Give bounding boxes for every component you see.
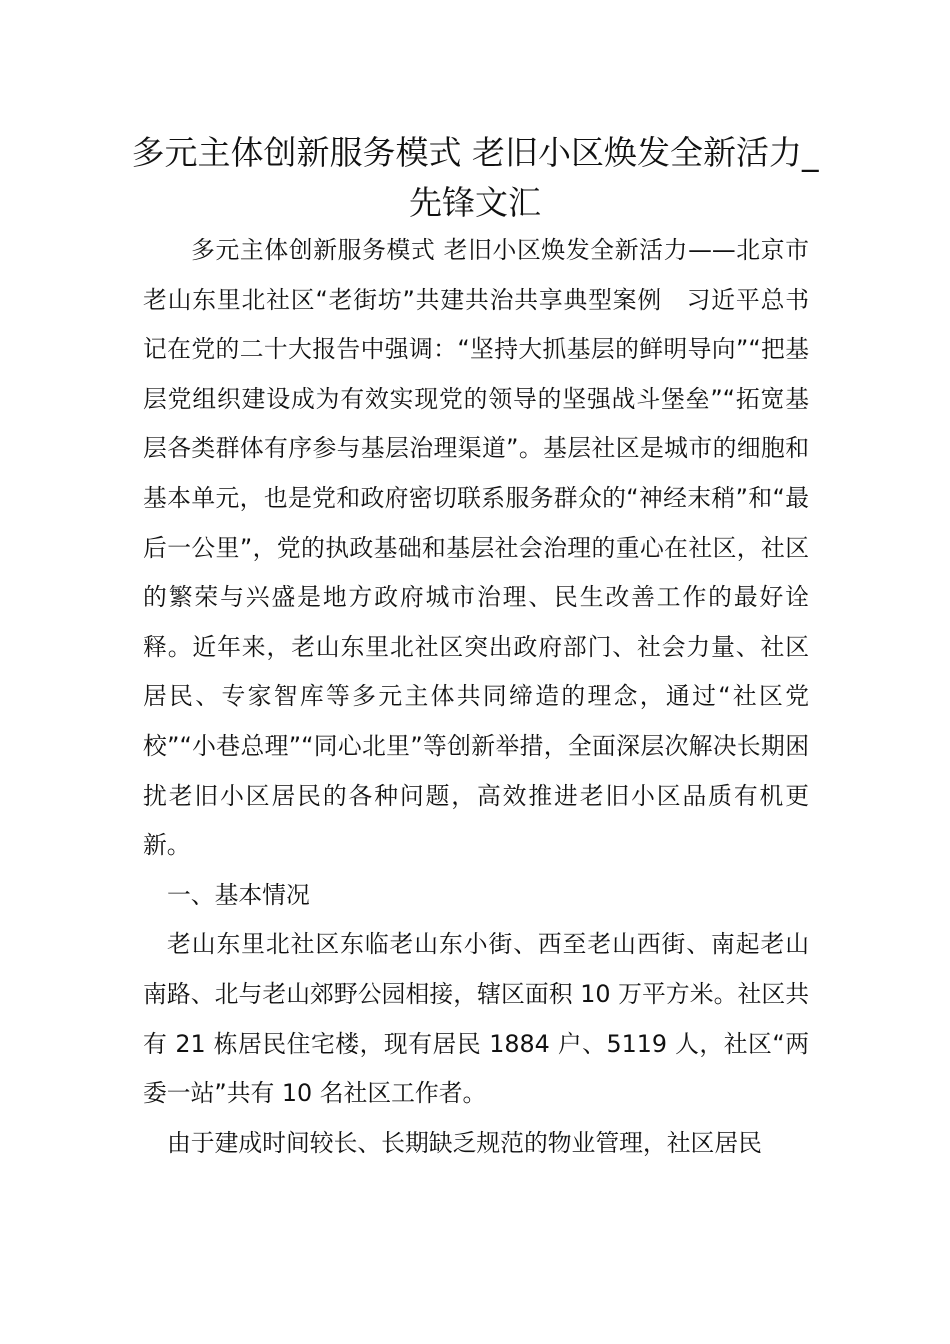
section-heading-basic-info: 一、基本情况 — [167, 880, 310, 909]
document-body — [143, 226, 809, 1168]
paragraph-basic-info: 老山东里北社区东临老山东小街、西至老山西街、南起老山南路、北与老山郊野公园相接，辖区面积 10 万平方米。社区共有 21 栋居民住宅楼，现有居民 1884 户、5119 人，社区“两委一站”共有 10 名社区工作者。 — [143, 930, 809, 1108]
paragraph-background: 由于建成时间较长、长期缺乏规范的物业管理，社区居民 — [167, 1128, 762, 1157]
paragraph-intro: 多元主体创新服务模式 老旧小区焕发全新活力——北京市老山东里北社区“老街坊”共建共治共享典型案例 习近平总书记在党的二十大报告中强调：“坚持大抓基层的鲜明导向”“把基层党组织建设成为有效实现党的领导的坚强战斗堡垒”“拓宽基层各类群体有序参与基层治理渠道”。基层社区是城市的细胞和基本单元，也是党和政府密切联系服务群众的“神经末稍”和“最后一公里”，党的执政基础和基层社会治理的重心在社区，社区的繁荣与兴盛是地方政府城市治理、民生改善工作的最好诠释。近年来，老山东里北社区突出政府部门、社会力量、社区居民、专家智库等多元主体共同缔造的理念，通过“社区党校”“小巷总理”“同心北里”等创新举措，全面深层次解决长期困扰老旧小区居民的各种问题，高效推进老旧小区品质有机更新。 — [143, 236, 809, 860]
document-title: 多元主体创新服务模式 老旧小区焕发全新活力_先锋文汇 — [131, 133, 819, 222]
